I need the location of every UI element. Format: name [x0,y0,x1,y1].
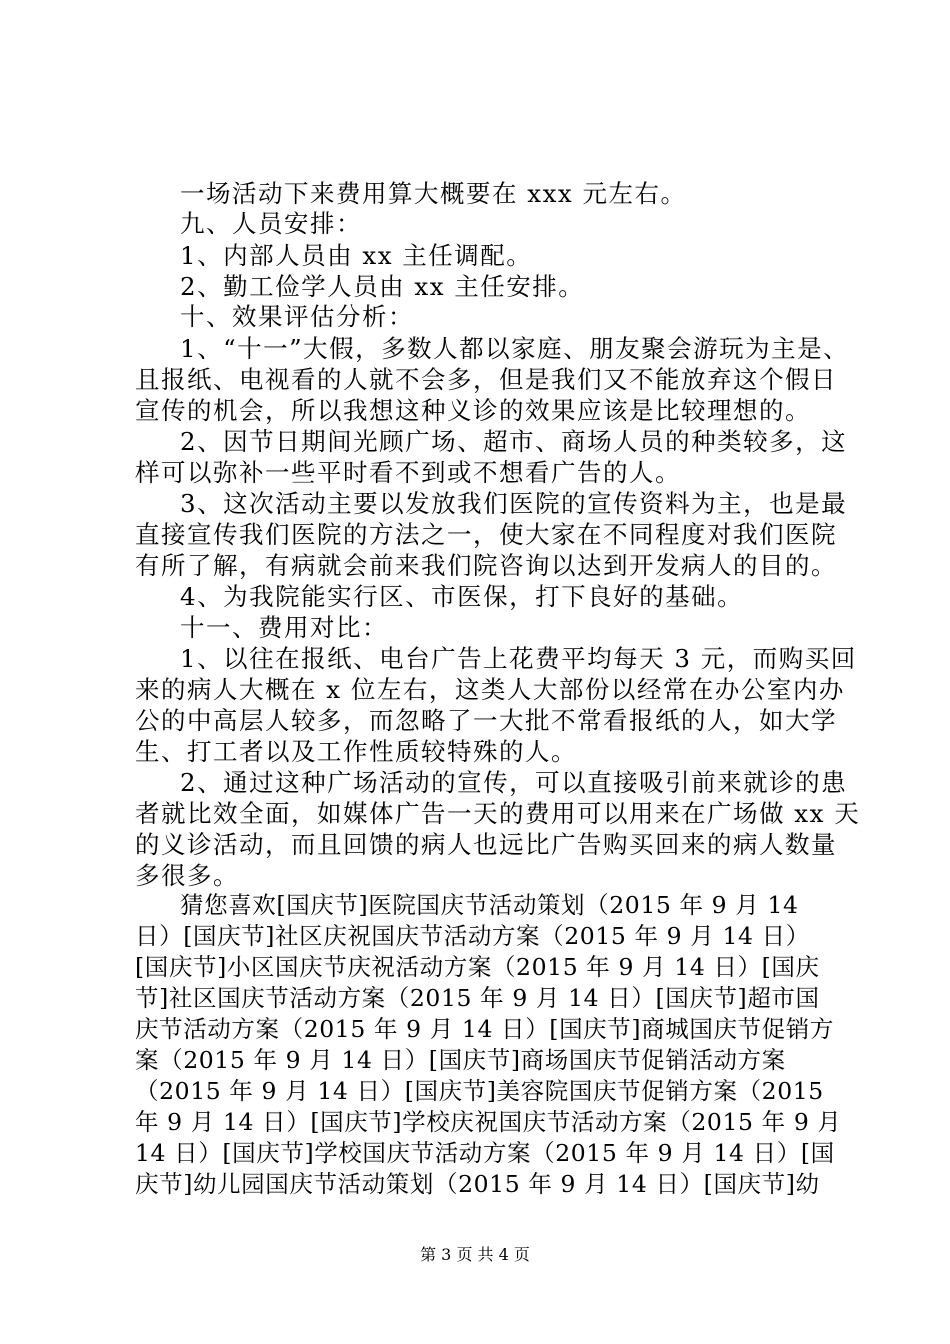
body-line-1: 一场活动下来费用算大概要在 xxx 元左右。 [180,179,687,208]
related-line-7: （2015 年 9 月 14 日）[国庆节]美容院国庆节促销方案（2015 [135,1077,824,1105]
body-line-8: 宣传的机会，所以我想这种义诊的效果应该是比较理想的。 [135,396,811,425]
body-line-20: 2、通过这种广场活动的宣传，可以直接吸引前来就诊的患 [180,768,848,797]
body-line-17: 来的病人大概在 x 位左右，这类人大部份以经常在办公室内办 [135,675,845,704]
related-line-4: 节]社区国庆节活动方案（2015 年 9 月 14 日）[国庆节]超市国 [135,984,820,1012]
related-line-8: 年 9 月 14 日）[国庆节]学校庆祝国庆节活动方案（2015 年 9 月 [135,1108,842,1136]
related-line-10: 庆节]幼儿园国庆节活动策划（2015 年 9 月 14 日）[国庆节]幼 [135,1170,820,1198]
related-line-6: 案（2015 年 9 月 14 日）[国庆节]商场国庆节促销活动方案 [135,1046,786,1074]
body-line-11: 3、这次活动主要以发放我们医院的宣传资料为主，也是最 [180,489,848,518]
body-line-19: 生、打工者以及工作性质较特殊的人。 [135,737,577,766]
body-line-12: 直接宣传我们医院的方法之一，使大家在不同程度对我们医院 [135,520,837,549]
related-line-1: 猜您喜欢[国庆节]医院国庆节活动策划（2015 年 9 月 14 [180,891,799,919]
body-line-9: 2、因节日期间光顾广场、超市、商场人员的种类较多，这 [180,427,848,456]
body-line-21: 者就比效全面，如媒体广告一天的费用可以用来在广场做 xx 天 [135,799,861,828]
body-line-13: 有所了解，有病就会前来我们院咨询以达到开发病人的目的。 [135,551,837,580]
related-line-3: [国庆节]小区国庆节庆祝活动方案（2015 年 9 月 14 日）[国庆 [135,953,820,981]
body-line-23: 多很多。 [135,861,239,890]
body-line-16: 1、以往在报纸、电台广告上花费平均每天 3 元，而购买回 [180,644,857,673]
body-line-7: 且报纸、电视看的人就不会多，但是我们又不能放弃这个假日 [135,365,837,394]
related-line-2: 日）[国庆节]社区庆祝国庆节活动方案（2015 年 9 月 14 日） [135,922,810,950]
body-line-22: 的义诊活动，而且回馈的病人也远比广告购买回来的病人数量 [135,830,837,859]
section-heading-9: 九、人员安排： [180,209,362,238]
body-line-18: 公的中高层人较多，而忽略了一大批不常看报纸的人，如大学 [135,706,837,735]
section-heading-10: 十、效果评估分析： [180,302,414,331]
page-number-footer: 第 3 页 共 4 页 [420,1245,530,1264]
body-line-3: 1、内部人员由 xx 主任调配。 [180,241,533,270]
related-line-9: 14 日）[国庆节]学校国庆节活动方案（2015 年 9 月 14 日）[国 [135,1139,835,1167]
body-line-14: 4、为我院能实行区、市医保，打下良好的基础。 [180,582,744,611]
body-line-10: 样可以弥补一些平时看不到或不想看广告的人。 [135,458,681,487]
body-line-6: 1、“十一”大假，多数人都以家庭、朋友聚会游玩为主是、 [180,334,850,363]
related-line-5: 庆节活动方案（2015 年 9 月 14 日）[国庆节]商城国庆节促销方 [135,1015,834,1043]
body-line-4: 2、勤工俭学人员由 xx 主任安排。 [180,272,585,301]
section-heading-11: 十一、费用对比： [180,613,388,642]
